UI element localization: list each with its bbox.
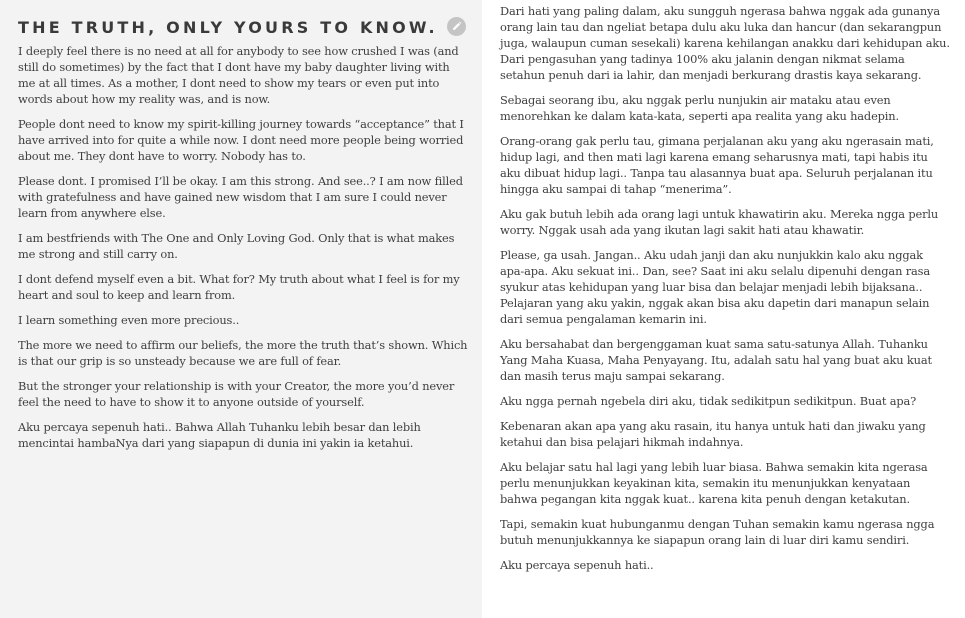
pencil-icon [451, 21, 462, 32]
paragraph: Kebenaran akan apa yang aku rasain, itu hanya untuk hati dan jiwaku yang ketahui dan bisa pelajari hikmah indahnya. [500, 419, 926, 449]
paragraph: People dont need to know my spirit-killing journey towards “acceptance” that I have arrived into for quite a while now. I dont need more people being worried about me. They dont have to worry. Nobody has to. [18, 117, 464, 163]
paragraph: Please, ga usah. Jangan.. Aku udah janji dan aku nunjukkin kalo aku nggak apa-apa. Aku sekuat ini.. Dan, see? Saat ini aku selalu dipenuhi dengan rasa syukur atas kehidupan yang luar bisa dan belajar menjadi lebih bijaksana.. Pelajaran yang aku yakin, nggak akan bisa aku dapetin dari manapun selain dari semua pengalaman kemarin ini. [500, 248, 930, 326]
paragraph: Aku bersahabat dan bergenggaman kuat sama satu-satunya Allah. Tuhanku Yang Maha Kuasa, Maha Penyayang. Itu, adalah satu hal yang buat aku kuat dan masih terus maju sampai sekarang. [500, 337, 932, 383]
english-text [18, 43, 468, 460]
paragraph: Aku belajar satu hal lagi yang lebih luar biasa. Bahwa semakin kita ngerasa perlu menunjukkan keyakinan kita, semakin itu menunjukkan kenyataan bahwa pegangan kita nggak kuat.. karena kita penuh dengan ketakutan. [500, 460, 928, 506]
post-title: THE TRUTH, ONLY YOURS TO KNOW. [18, 18, 438, 37]
paragraph: Aku percaya sepenuh hati.. Bahwa Allah Tuhanku lebih besar dan lebih mencintai hambaNya dari yang siapapun di dunia ini yakin ia ketahui. [18, 420, 421, 450]
paragraph: Dari hati yang paling dalam, aku sungguh ngerasa bahwa nggak ada gunanya orang lain tau dan ngeliat betapa dulu aku luka dan hancur (dan sekarangpun juga, walaupun cuman sesekali) karena kehilangan anakku dari kehidupan aku. Dari pengasuhan yang tadinya 100% aku jalanin dengan nikmat selama setahun penuh dari ia lahir, dan menjadi berkurang drastis kaya sekarang. [500, 4, 950, 82]
paragraph: I learn something even more precious.. [18, 313, 240, 327]
paragraph: Aku gak butuh lebih ada orang lagi untuk khawatirin aku. Mereka ngga perlu worry. Nggak usah ada yang ikutan lagi sakit hati atau khawatir. [500, 207, 939, 237]
paragraph: I am bestfriends with The One and Only Loving God. Only that is what makes me strong and still carry on. [18, 231, 455, 261]
indonesian-text [500, 3, 950, 582]
paragraph: But the stronger your relationship is with your Creator, the more you’d never feel the need to have to show it to anyone outside of yourself. [18, 379, 455, 409]
edit-button[interactable] [447, 17, 466, 36]
paragraph: Orang-orang gak perlu tau, gimana perjalanan aku yang aku ngerasain mati, hidup lagi, and then mati lagi karena emang seharusnya mati, tapi habis itu aku dibuat hidup lagi.. Tanpa tau alasannya buat apa. Seluruh perjalanan itu hingga aku sampai di tahap “menerima”. [500, 134, 934, 196]
paragraph: Please dont. I promised I’ll be okay. I am this strong. And see..? I am now filled with gratefulness and have gained new wisdom that I am sure I could never learn from anywhere else. [18, 174, 463, 220]
paragraph: The more we need to affirm our beliefs, the more the truth that’s shown. Which is that our grip is so unsteady because we are full of fear. [18, 338, 468, 368]
paragraph: Aku percaya sepenuh hati.. [500, 558, 654, 572]
paragraph: I deeply feel there is no need at all for anybody to see how crushed I was (and still do sometimes) by the fact that I dont have my baby daughter living with me at all times. As a mother, I dont need to show my tears or even put into words about how my reality was, and is now. [18, 44, 459, 106]
paragraph: I dont defend myself even a bit. What for? My truth about what I feel is for my heart and soul to keep and learn from. [18, 272, 460, 302]
paragraph: Sebagai seorang ibu, aku nggak perlu nunjukin air mataku atau even menorehkan ke dalam kata-kata, seperti apa realita yang aku hadepin. [500, 93, 899, 123]
paragraph: Aku ngga pernah ngebela diri aku, tidak sedikitpun sedikitpun. Buat apa? [500, 394, 917, 408]
paragraph: Tapi, semakin kuat hubunganmu dengan Tuhan semakin kamu ngerasa ngga butuh menunjukkannya ke siapapun orang lain di luar diri kamu sendiri. [500, 517, 935, 547]
